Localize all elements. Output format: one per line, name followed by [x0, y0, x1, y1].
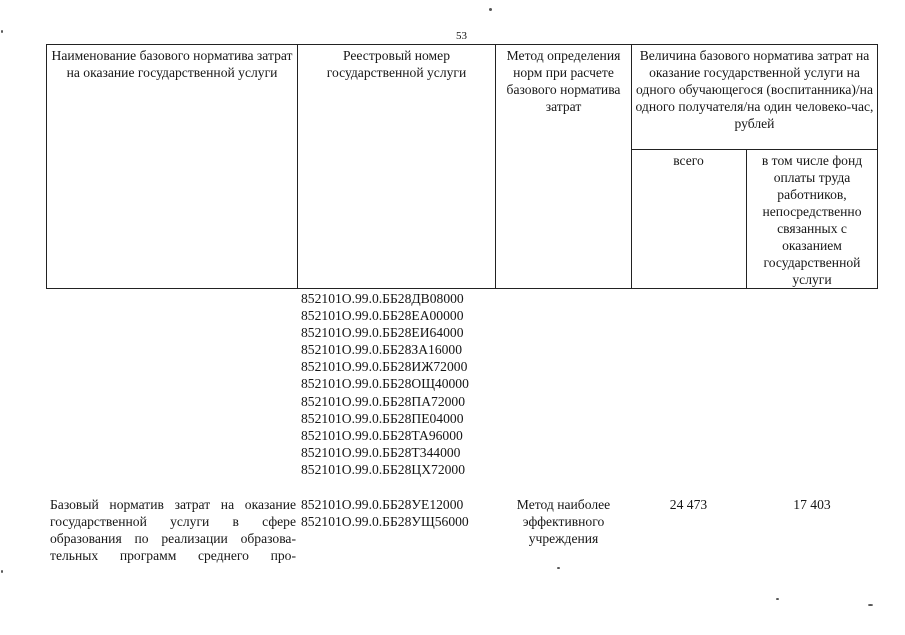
service-name-cell [50, 496, 296, 564]
scan-speck [868, 604, 873, 606]
header-registry-number: Реестровый номер государственной услуги [326, 48, 467, 80]
scan-speck [1, 570, 3, 573]
registry-code: 852101О.99.0.ББ28ОЩ40000 [301, 376, 469, 392]
method-cell: Метод наиболее эффективного учреждения [516, 497, 611, 546]
header-value-total: всего [673, 153, 704, 168]
registry-code: 852101О.99.0.ББ28ЦХ72000 [301, 461, 466, 477]
table-border-subheader [631, 149, 878, 150]
registry-code: 852101О.99.0.ББ28ТА96000 [301, 427, 463, 443]
header-normative-value: Величина базового норматива затрат на оказание государственной услуги на одного обучающегося (воспитанника)/на одного получателя/на один человеко-час, рублей [635, 48, 874, 131]
registry-code: 852101О.99.0.ББ28ПЕ04000 [301, 410, 464, 426]
service-name-line: Базовый норматив затрат на оказание [50, 497, 296, 512]
registry-code: 852101О.99.0.ББ28ПА72000 [301, 393, 466, 409]
continued-registry-codes [301, 290, 469, 478]
registry-code: 852101О.99.0.ББ28ЕА00000 [301, 308, 464, 324]
header-service-name: Наименование базового норматива затрат на оказание государственной услуги [51, 48, 293, 80]
registry-code: 852101О.99.0.ББ28УЕ12000 [301, 497, 464, 512]
page-number: 53 [456, 30, 467, 42]
registry-code: 852101О.99.0.ББ28ИЖ72000 [301, 359, 468, 375]
service-name-line: государственной услуги в сфере [50, 514, 296, 529]
row-registry-codes [301, 496, 469, 530]
header-value-labor: в том числе фонд оплаты труда работников, непосредственно связанных с оказанием государственной услуги [761, 153, 863, 287]
scan-speck [776, 598, 779, 600]
table-border-header-bottom [46, 288, 878, 289]
table-border-top [46, 44, 878, 45]
registry-code: 852101О.99.0.ББ28Т344000 [301, 444, 461, 460]
registry-code: 852101О.99.0.ББ28ДВ08000 [301, 291, 464, 306]
table-border-right [877, 44, 878, 289]
service-name-line: тельных программ среднего про- [50, 548, 296, 563]
scan-speck [1, 30, 3, 33]
header-method: Метод определения норм при расчете базового норматива затрат [506, 48, 621, 114]
registry-code: 852101О.99.0.ББ28ЕИ64000 [301, 325, 464, 341]
registry-code: 852101О.99.0.ББ28УЩ56000 [301, 514, 469, 530]
service-name-line: образования по реализации образова- [50, 531, 296, 546]
registry-code: 852101О.99.0.ББ28ЗА16000 [301, 342, 463, 358]
value-total-cell: 24 473 [669, 497, 708, 512]
table-border-col5 [746, 149, 747, 289]
scan-speck [489, 8, 492, 11]
scan-speck [557, 567, 560, 569]
value-labor-cell: 17 403 [793, 497, 831, 512]
